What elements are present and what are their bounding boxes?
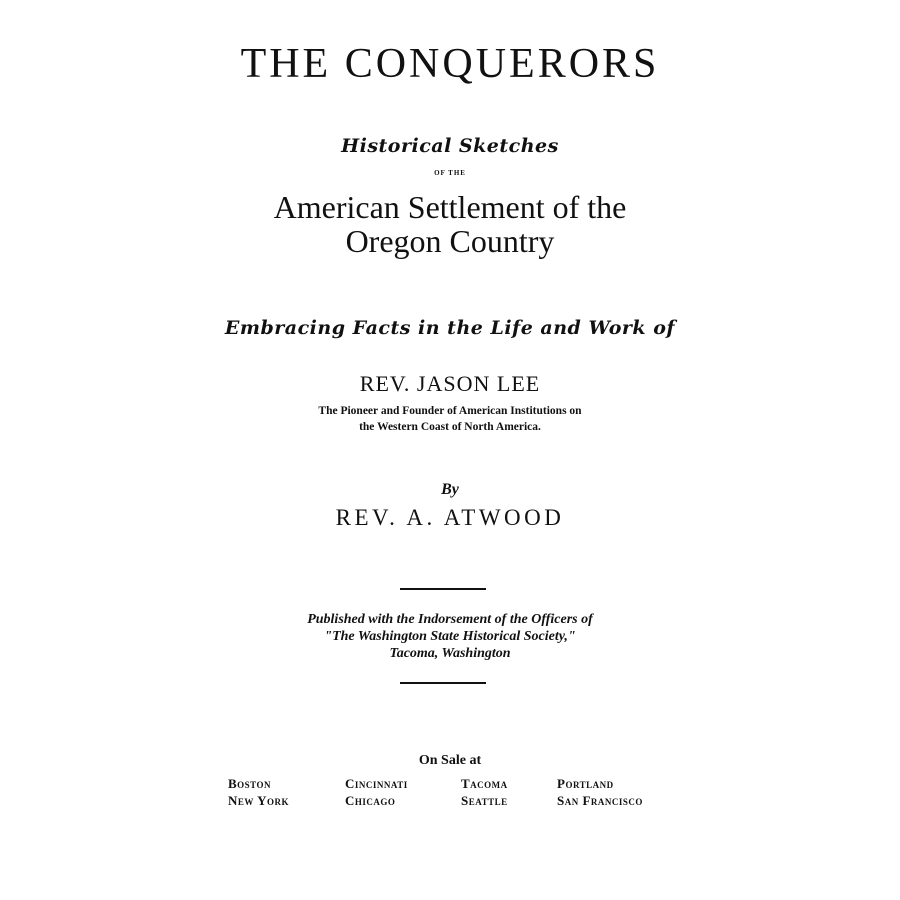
city-chicago: Chicago xyxy=(345,793,396,808)
published-line-2: "The Washington State Historical Society," xyxy=(324,629,576,644)
city-seattle: Seattle xyxy=(461,793,508,808)
author-name: REV. A. ATWOOD xyxy=(335,505,565,530)
city-san-francisco: San Francisco xyxy=(557,793,643,808)
divider-top xyxy=(400,588,486,590)
person-description-line-1: The Pioneer and Founder of American Institutions on xyxy=(318,405,582,417)
city-new-york: New York xyxy=(228,793,290,808)
city-tacoma: Tacoma xyxy=(461,776,508,791)
subject-line-1: American Settlement of the xyxy=(273,189,627,225)
subject-line-2: Oregon Country xyxy=(345,223,555,259)
published-line-1: Published with the Indorsement of the Officers of xyxy=(307,612,593,627)
by-label: By xyxy=(441,481,459,498)
city-boston: Boston xyxy=(228,776,272,791)
book-title: THE CONQUERORS xyxy=(240,41,660,87)
city-portland: Portland xyxy=(557,776,614,791)
city-cincinnati: Cincinnati xyxy=(345,776,408,791)
subtitle-blackletter: Historical Sketches xyxy=(341,135,559,157)
published-line-3: Tacoma, Washington xyxy=(389,646,511,661)
on-sale-heading: On Sale at xyxy=(418,753,482,768)
subject-person: REV. JASON LEE xyxy=(359,371,541,396)
embracing-line: Embracing Facts in the Life and Work of xyxy=(224,317,676,339)
person-description-line-2: the Western Coast of North America. xyxy=(359,421,541,433)
of-the-label: OF THE xyxy=(434,169,466,177)
divider-bottom xyxy=(400,682,486,684)
